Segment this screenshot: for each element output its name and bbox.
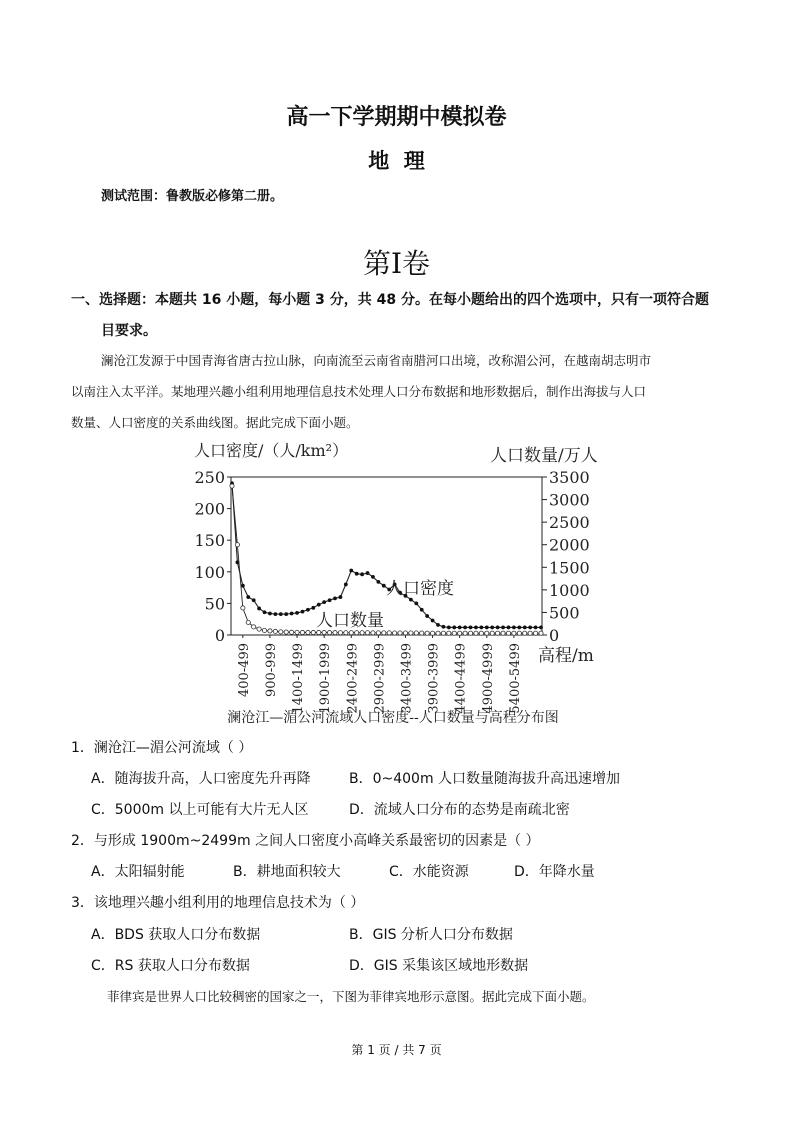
density-point — [252, 598, 256, 602]
x-axis-tick-label: 400-499 — [236, 643, 252, 698]
density-point — [311, 606, 315, 610]
chart-annotation-density: 人口密度 — [386, 579, 454, 599]
density-point — [517, 626, 521, 630]
count-point — [430, 631, 434, 635]
right-axis-tick-label: 3000 — [549, 490, 590, 510]
chart-plot-frame — [231, 477, 542, 635]
density-point — [349, 569, 353, 573]
count-point — [528, 631, 532, 635]
density-point — [355, 572, 359, 576]
count-point — [436, 631, 440, 635]
series-line-density — [232, 483, 541, 627]
left-axis-tick-label: 100 — [194, 562, 225, 582]
count-point — [420, 631, 424, 635]
count-point — [533, 631, 537, 635]
density-point — [479, 626, 483, 630]
density-point — [376, 580, 380, 584]
count-point — [284, 630, 288, 634]
count-point — [458, 631, 462, 635]
x-axis-tick-label: 4900-4999 — [480, 643, 496, 714]
count-point — [490, 631, 494, 635]
density-point — [257, 607, 261, 611]
count-point — [349, 631, 353, 635]
count-point — [333, 631, 337, 635]
density-point — [371, 575, 375, 579]
count-point — [262, 628, 266, 632]
right-axis-tick-label: 0 — [549, 626, 560, 645]
density-point — [414, 602, 418, 606]
question-3-option-b[interactable]: B．GIS 分析人口分布数据 — [349, 927, 513, 943]
density-point — [539, 626, 543, 630]
density-point — [268, 612, 272, 616]
chart-title: 澜沧江—湄公河流域人口密度--人口数量与高程分布图 — [227, 710, 559, 726]
count-point — [246, 620, 250, 624]
count-point — [371, 631, 375, 635]
series-line-count — [232, 486, 541, 633]
chart-x-axis-label: 高程/m — [538, 646, 594, 666]
left-axis-tick-label: 50 — [204, 594, 225, 614]
density-point — [317, 603, 321, 607]
density-point — [447, 626, 451, 630]
density-point — [474, 626, 478, 630]
question-3-stem: 3．该地理兴趣小组利用的地理信息技术为（ ） — [71, 895, 365, 911]
count-point — [393, 631, 397, 635]
count-point — [452, 631, 456, 635]
density-point — [431, 619, 435, 623]
right-axis-tick-label: 3500 — [549, 468, 590, 487]
count-point — [447, 631, 451, 635]
question-2-option-b[interactable]: B．耕地面积较大 — [233, 864, 341, 880]
count-point — [290, 630, 294, 634]
count-point — [365, 631, 369, 635]
count-point — [230, 484, 234, 488]
passage1-line3: 数量、人口密度的关系曲线图。据此完成下面小题。 — [71, 415, 359, 430]
count-point — [327, 631, 331, 635]
density-point — [458, 626, 462, 630]
x-axis-tick-label: 1900-1999 — [318, 643, 334, 714]
density-point — [425, 614, 429, 618]
x-axis-tick-label: 2400-2499 — [345, 643, 361, 714]
density-point — [452, 626, 456, 630]
density-point — [301, 610, 305, 614]
count-point — [235, 543, 239, 547]
density-point — [279, 612, 283, 616]
count-point — [317, 630, 321, 634]
density-point — [339, 595, 343, 599]
x-axis-tick-label: 3900-3999 — [426, 643, 442, 714]
question-2-stem: 2．与形成 1900m~2499m 之间人口密度小高峰关系最密切的因素是（ ） — [71, 833, 540, 849]
count-point — [360, 631, 364, 635]
count-point — [409, 631, 413, 635]
right-axis-tick-label: 500 — [549, 603, 580, 623]
test-scope: 测试范围：鲁教版必修第二册。 — [101, 189, 284, 204]
density-point — [241, 584, 245, 588]
count-point — [268, 629, 272, 633]
density-point — [485, 626, 489, 630]
question-2-option-c[interactable]: C．水能资源 — [389, 864, 469, 880]
question-3-option-c[interactable]: C．RS 获取人口分布数据 — [91, 958, 250, 974]
count-point — [257, 627, 261, 631]
count-point — [311, 630, 315, 634]
count-point — [382, 631, 386, 635]
density-point — [490, 626, 494, 630]
count-point — [501, 631, 505, 635]
x-axis-tick-label: 1400-1499 — [291, 643, 307, 714]
density-point — [295, 611, 299, 615]
density-point — [436, 623, 440, 627]
count-point — [517, 631, 521, 635]
count-point — [279, 630, 283, 634]
density-point — [306, 608, 310, 612]
question-1-option-b[interactable]: B．0~400m 人口数量随海拔升高迅速增加 — [349, 771, 621, 787]
density-point — [534, 626, 538, 630]
density-point — [344, 583, 348, 587]
density-point — [512, 626, 516, 630]
passage2: 菲律宾是世界人口比较稠密的国家之一，下图为菲律宾地形示意图。据此完成下面小题。 — [107, 989, 595, 1004]
chart-annotation-count: 人口数量 — [316, 611, 384, 631]
population-elevation-chart — [180, 432, 620, 730]
count-point — [398, 631, 402, 635]
count-point — [463, 631, 467, 635]
count-point — [485, 631, 489, 635]
chart-left-axis-label: 人口密度/（人/km²） — [194, 441, 349, 460]
x-axis-tick-label: 4400-4499 — [453, 643, 469, 714]
section-title: 第I卷 — [362, 247, 431, 280]
density-point — [328, 598, 332, 602]
density-point — [469, 626, 473, 630]
count-point — [512, 631, 516, 635]
density-point — [420, 608, 424, 612]
density-point — [284, 612, 288, 616]
left-axis-tick-label: 250 — [194, 468, 225, 487]
count-point — [273, 629, 277, 633]
density-point — [463, 626, 467, 630]
count-point — [300, 630, 304, 634]
count-point — [306, 630, 310, 634]
count-point — [355, 631, 359, 635]
count-point — [414, 631, 418, 635]
density-point — [322, 600, 326, 604]
question-1-option-c[interactable]: C．5000m 以上可能有大片无人区 — [91, 802, 309, 818]
exam-title: 高一下学期期中模拟卷 — [286, 105, 507, 130]
density-point — [501, 626, 505, 630]
left-axis-tick-label: 150 — [194, 531, 225, 551]
count-point — [295, 630, 299, 634]
count-point — [338, 631, 342, 635]
question-2-option-d[interactable]: D．年降水量 — [514, 864, 595, 880]
count-point — [425, 631, 429, 635]
x-axis-tick-label: 2900-2999 — [372, 643, 388, 714]
page-footer: 第 1 页 / 共 7 页 — [351, 1043, 442, 1057]
density-point — [263, 610, 267, 614]
density-point — [507, 626, 511, 630]
density-point — [496, 626, 500, 630]
density-point — [442, 625, 446, 629]
question-1-option-a[interactable]: A．随海拔升高，人口密度先升再降 — [91, 771, 311, 787]
right-axis-tick-label: 1500 — [549, 558, 590, 578]
left-axis-tick-label: 200 — [194, 499, 225, 519]
density-point — [273, 612, 277, 616]
x-axis-tick-label: 900-999 — [263, 643, 279, 698]
density-point — [246, 595, 250, 599]
density-point — [290, 612, 294, 616]
count-point — [468, 631, 472, 635]
density-point — [360, 572, 364, 576]
question-3-option-a[interactable]: A．BDS 获取人口分布数据 — [91, 927, 261, 943]
x-axis-tick-label: 5400-5499 — [507, 643, 523, 714]
count-point — [479, 631, 483, 635]
count-point — [523, 631, 527, 635]
question-1-stem: 1．澜沧江—湄公河流域（ ） — [71, 740, 253, 756]
right-axis-tick-label: 2500 — [549, 513, 590, 533]
count-point — [252, 625, 256, 629]
density-point — [366, 571, 370, 575]
count-point — [539, 631, 543, 635]
chart-right-axis-label: 人口数量/万人 — [490, 446, 598, 466]
section-instruction-line1: 一、选择题：本题共 16 小题，每小题 3 分，共 48 分。在每小题给出的四个选项中，只有一项符合题 — [71, 292, 709, 308]
subject-title: 地 理 — [368, 149, 425, 173]
right-axis-tick-label: 2000 — [549, 535, 590, 555]
density-point — [333, 596, 337, 600]
density-point — [528, 626, 532, 630]
count-point — [241, 606, 245, 610]
count-point — [506, 631, 510, 635]
question-2-option-a[interactable]: A．太阳辐射能 — [91, 864, 185, 880]
count-point — [403, 631, 407, 635]
count-point — [322, 630, 326, 634]
left-axis-tick-label: 0 — [214, 626, 225, 645]
question-3-option-d[interactable]: D．GIS 采集该区域地形数据 — [349, 958, 529, 974]
passage1-line1: 澜沧江发源于中国青海省唐古拉山脉，向南流至云南省南腊河口出境，改称湄公河，在越南胡志明市 — [101, 353, 652, 368]
right-axis-tick-label: 1000 — [549, 580, 590, 600]
passage1-line2: 以南注入太平洋。某地理兴趣小组利用地理信息技术处理人口分布数据和地形数据后，制作出海拔与人口 — [71, 384, 647, 399]
density-point — [523, 626, 527, 630]
count-point — [474, 631, 478, 635]
section-instruction-line2: 目要求。 — [101, 323, 157, 339]
count-point — [441, 631, 445, 635]
count-point — [376, 631, 380, 635]
x-axis-tick-label: 3400-3499 — [399, 643, 415, 714]
count-point — [344, 631, 348, 635]
question-1-option-d[interactable]: D．流域人口分布的态势是南疏北密 — [349, 802, 570, 818]
count-point — [387, 631, 391, 635]
count-point — [496, 631, 500, 635]
